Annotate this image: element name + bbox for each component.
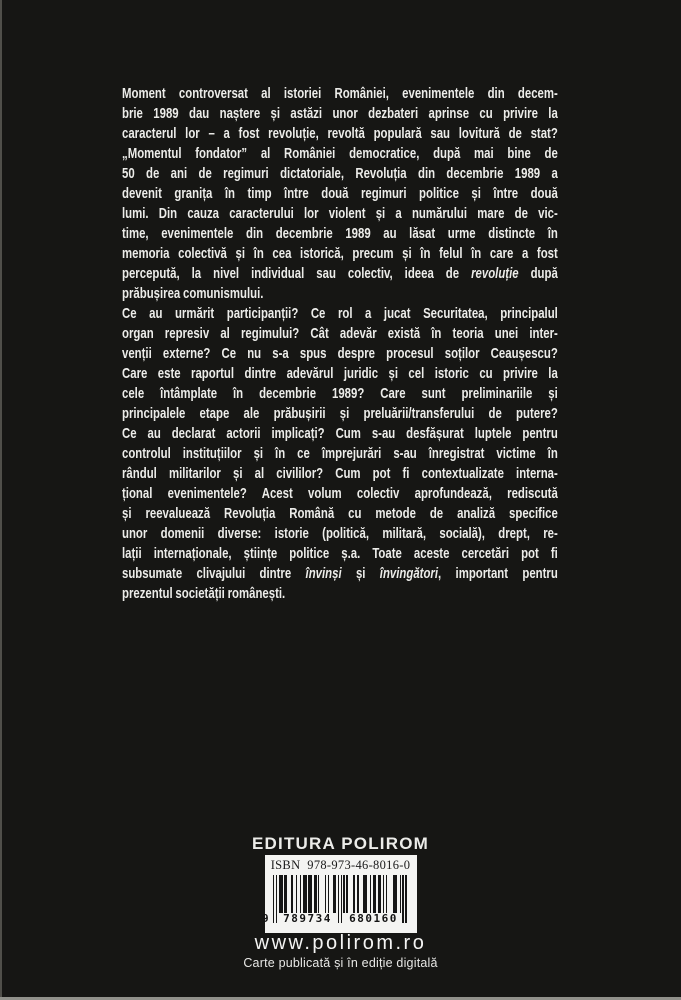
back-cover-text bbox=[122, 84, 558, 604]
text-line: Ce au urmărit participanții? Ce rol a jucat Securitatea, principalul bbox=[122, 306, 558, 322]
text-line: brie 1989 dau naștere și astăzi unor dezbateri aprinse cu privire la bbox=[122, 106, 558, 122]
barcode-digit-group: 9 bbox=[262, 912, 269, 925]
text-line: „Momentul fondator” al României democratice, după mai bine de bbox=[122, 146, 558, 162]
text-line: controlul instituțiilor și în ce împrejurări s-au înregistrat victime în bbox=[122, 446, 558, 462]
text-line: caracterul lor – a fost revoluție, revoltă populară sau lovitură de stat? bbox=[122, 126, 558, 142]
text-line: Moment controversat al istoriei României, evenimentele din decem- bbox=[122, 86, 558, 102]
text-line: devenit granița în timp între două regimuri politice și între două bbox=[122, 186, 558, 202]
edition-note: Carte publicată și în ediție digitală bbox=[243, 956, 438, 970]
text-line: Ce au declarat actorii implicați? Cum s-au desfășurat luptele pentru bbox=[122, 426, 558, 442]
text-line: țional evenimentele? Acest volum colectiv aprofundează, rediscută bbox=[122, 486, 558, 502]
text-line: memoria colectivă și în cea istorică, precum și în felul în care a fost bbox=[122, 246, 558, 262]
text-line: prăbușirea comunismului. bbox=[122, 286, 264, 302]
isbn-barcode-box bbox=[262, 855, 417, 933]
isbn-text bbox=[265, 855, 417, 873]
ean13-barcode bbox=[262, 875, 408, 925]
text-line: prezentul societății românești. bbox=[122, 586, 286, 602]
publisher-name: EDITURA POLIROM bbox=[252, 834, 429, 853]
text-line: time, evenimentele din decembrie 1989 au lăsat urme distincte în bbox=[122, 226, 558, 242]
text-line: 50 de ani de regimuri dictatoriale, Revoluția din decembrie 1989 a bbox=[122, 166, 558, 182]
text-line: rândul militarilor și al civililor? Cum pot fi contextualizate interna- bbox=[122, 466, 558, 482]
barcode-digit-group: 789734 bbox=[279, 913, 336, 925]
text-line: cele întâmplate în decembrie 1989? Care sunt preliminariile și bbox=[122, 386, 558, 402]
text-line: subsumate clivajului dintre învinși și învingători, important pentru bbox=[122, 566, 558, 582]
barcode-digit-group: 680160 bbox=[345, 913, 402, 925]
publisher-website: www.polirom.ro bbox=[254, 932, 427, 954]
isbn-number: 978-973-46-8016-0 bbox=[307, 858, 411, 872]
text-line: percepută, la nivel individual sau colectiv, ideea de revoluție după bbox=[122, 266, 558, 282]
isbn-label: ISBN bbox=[270, 858, 301, 872]
text-line: venții externe? Ce nu s-a spus despre procesul soților Ceaușescu? bbox=[122, 346, 558, 362]
text-line: lumi. Din cauza caracterului lor violent și a numărului mare de vic- bbox=[122, 206, 558, 222]
text-line: principalele etape ale prăbușirii și preluării/transferului de putere? bbox=[122, 406, 558, 422]
barcode-bar bbox=[405, 875, 406, 923]
text-line: Care este raportul dintre adevărul juridic și cel istoric cu privire la bbox=[122, 366, 558, 382]
text-line: unor domenii diverse: istorie (politică, militară, socială), drept, re- bbox=[122, 526, 558, 542]
text-line: organ represiv al regimului? Cât adevăr există în teoria unei inter- bbox=[122, 326, 558, 342]
text-line: lații internaționale, științe politice ș.a. Toate aceste cercetări pot fi bbox=[122, 546, 558, 562]
text-line: și reevaluează Revoluția Română cu metode de analiză specifice bbox=[122, 506, 558, 522]
